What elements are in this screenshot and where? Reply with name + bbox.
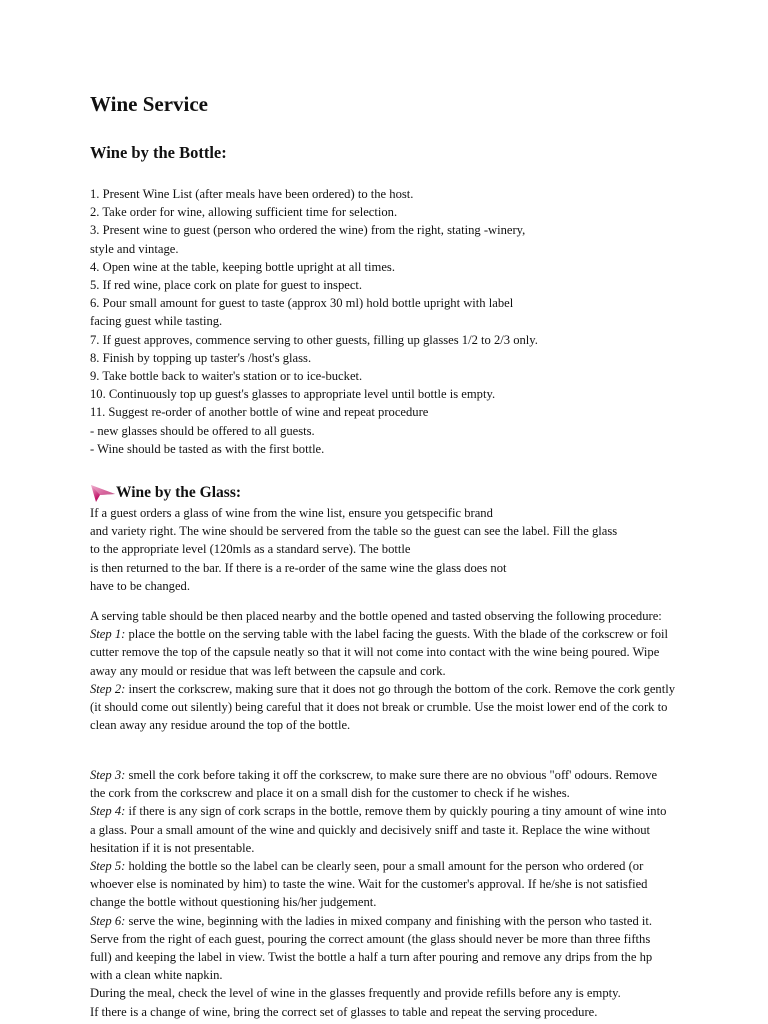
step-label: Step 2:	[90, 681, 126, 696]
step-text: place the bottle on the serving table with the label facing the guests. With the blade of the corkscrew or foil cutter remove the top of the capsule neatly so that it will not come into contact with the wine being poured. Wipe away any mould or residue that was left between the capsule and cork.	[90, 627, 669, 678]
page-title: Wine Service	[90, 92, 209, 116]
bottle-section-heading: Wine by the Bottle:	[90, 143, 227, 162]
list-item: 8. Finish by topping up taster's /host's glass.	[90, 350, 312, 365]
list-item: 1. Present Wine List (after meals have been ordered) to the host.	[90, 187, 414, 201]
procedure-part-one	[90, 607, 675, 734]
step-3	[90, 766, 675, 802]
procedure-part-two	[90, 766, 675, 1021]
list-item: facing guest while tasting.	[90, 314, 223, 329]
list-item: 2. Take order for wine, allowing sufficient time for selection.	[90, 205, 398, 220]
step-1	[90, 625, 675, 680]
step-text: holding the bottle so the label can be clearly seen, pour a small amount for the person who ordered (or whoever else is nominated by him) to taste the wine. Wait for the customer's approval. If he/she is not satisfied change the bottle without questioning his/her judgement.	[90, 859, 648, 910]
step-label: Step 5:	[90, 859, 126, 874]
step-text: smell the cork before taking it off the corkscrew, to make sure there are no obvious "off' odours. Remove the cork from the corkscrew and place it on a small dish for the customer to check if he wishes.	[90, 768, 658, 801]
step-label: Step 4:	[90, 804, 126, 819]
list-item: 6. Pour small amount for guest to taste (approx 30 ml) hold bottle upright with label	[90, 296, 514, 311]
list-item: 11. Suggest re-order of another bottle of wine and repeat procedure	[90, 405, 429, 420]
list-item: 3. Present wine to guest (person who ordered the wine) from the right, stating -winery,	[90, 223, 526, 238]
list-item: 5. If red wine, place cork on plate for guest to inspect.	[90, 278, 363, 293]
paragraph-line: to the appropriate level (120mls as a standard serve). The bottle	[90, 542, 411, 557]
closing-line: If there is a change of wine, bring the correct set of glasses to table and repeat the serving procedure.	[90, 1004, 598, 1019]
glass-section-text	[90, 504, 702, 595]
glass-section-heading: Wine by the Glass:	[116, 484, 242, 501]
step-text: if there is any sign of cork scraps in the bottle, remove them by quickly pouring a tiny amount of wine into a glass. Pour a small amount of the wine and quickly and decisively sniff and taste it. Replace the wine without hesitation if it is not presentable.	[90, 804, 667, 855]
pink-arrow-bullet-icon	[90, 482, 116, 504]
list-item: 10. Continuously top up guest's glasses to appropriate level until bottle is empty.	[90, 387, 496, 402]
list-item: 9. Take bottle back to waiter's station or to ice-bucket.	[90, 369, 363, 384]
step-label: Step 3:	[90, 768, 126, 782]
list-item: style and vintage.	[90, 241, 179, 256]
step-2	[90, 680, 675, 735]
step-text: insert the corkscrew, making sure that it does not go through the bottom of the cork. Remove the cork gently (it should come out silently) being careful that it does not break or crumble. Use the moist lower end of the cork to clean away any residue around the top of the bottle.	[90, 681, 676, 733]
bottle-steps-list	[90, 185, 690, 458]
glass-section-header	[90, 480, 241, 506]
closing-line: During the meal, check the level of wine in the glasses frequently and provide refills before any is empty.	[90, 986, 621, 1001]
step-6	[90, 912, 675, 985]
paragraph-line: and variety right. The wine should be servered from the table so the guest can see the label. Fill the glass	[90, 524, 618, 539]
step-text: serve the wine, beginning with the ladies in mixed company and finishing with the person who tasted it. Serve from the right of each guest, pouring the correct amount (the glass should never be more than three fifths full) and keeping the label in view. Twist the bottle a half a turn after pouring and remove any drips from the hp with a clean white napkin.	[90, 913, 653, 983]
procedure-intro: A serving table should be then placed nearby and the bottle opened and tasted observing the following procedure:	[90, 609, 662, 623]
paragraph-line: have to be changed.	[90, 578, 191, 593]
paragraph-line: is then returned to the bar. If there is a re-order of the same wine the glass does not	[90, 560, 507, 575]
step-4	[90, 802, 675, 857]
step-label: Step 6:	[90, 913, 126, 928]
list-item: 4. Open wine at the table, keeping bottle upright at all times.	[90, 259, 395, 274]
list-item: - new glasses should be offered to all guests.	[90, 423, 315, 438]
step-5	[90, 857, 675, 912]
list-item: 7. If guest approves, commence serving to other guests, filling up glasses 1/2 to 2/3 only.	[90, 332, 538, 347]
paragraph-line: If a guest orders a glass of wine from the wine list, ensure you getspecific brand	[90, 506, 493, 520]
step-label: Step 1:	[90, 627, 126, 642]
list-item: - Wine should be tasted as with the first bottle.	[90, 441, 325, 456]
